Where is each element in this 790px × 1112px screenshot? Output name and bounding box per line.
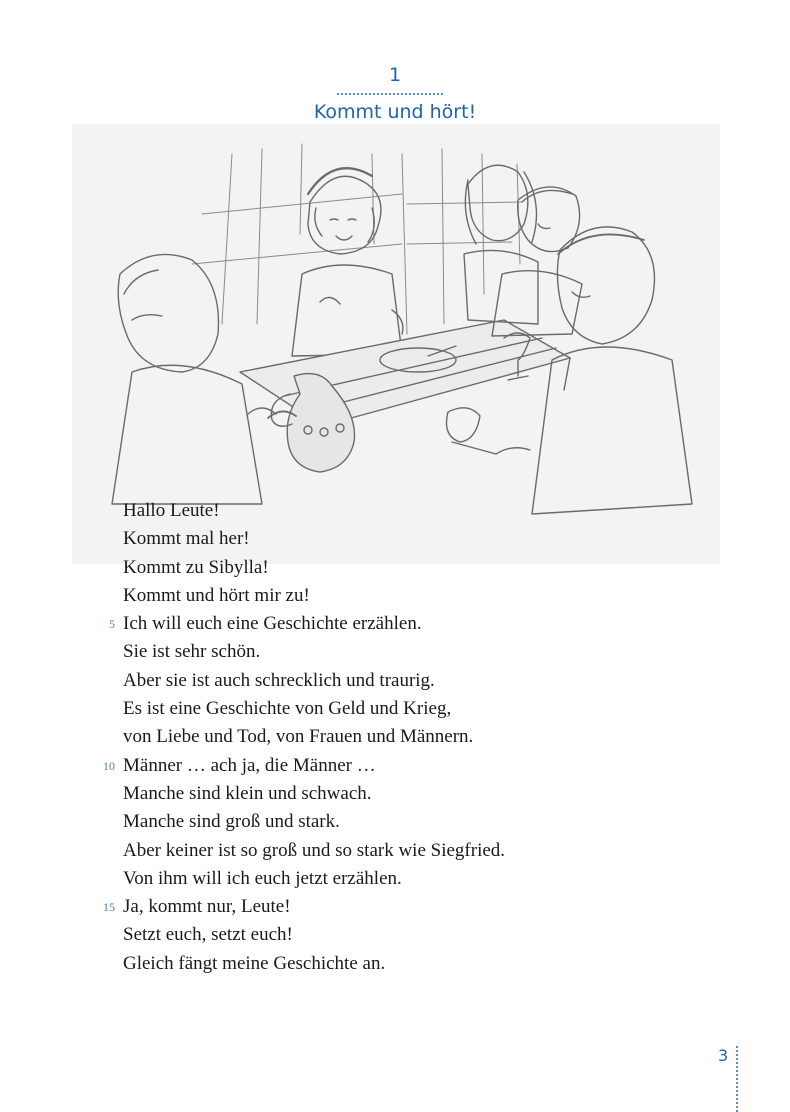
poem-line — [123, 582, 505, 610]
chapter-divider — [337, 93, 443, 95]
chapter-number: 1 — [388, 64, 402, 86]
page-margin-rule — [736, 1046, 738, 1112]
poem-line — [123, 525, 505, 553]
poem-line — [123, 780, 505, 808]
poem-line — [123, 723, 505, 751]
chapter-title: Kommt und hört! — [313, 101, 477, 123]
line-text: Kommt mal her! — [123, 528, 250, 550]
line-text: von Liebe und Tod, von Frauen und Männern. — [123, 726, 474, 748]
line-text: Setzt euch, setzt euch! — [123, 924, 293, 946]
line-text: Ja, kommt nur, Leute! — [123, 896, 291, 918]
poem-line — [103, 752, 505, 780]
poem-lines — [103, 497, 506, 978]
line-text: Manche sind groß und stark. — [123, 811, 340, 833]
poem-line — [123, 638, 505, 666]
line-number: 10 — [103, 758, 115, 773]
poem-line — [123, 865, 505, 893]
line-text: Gleich fängt meine Geschichte an. — [123, 952, 386, 974]
line-text: Kommt zu Sibylla! — [123, 556, 269, 578]
poem-line — [109, 610, 505, 638]
poem-line — [123, 950, 505, 978]
line-text: Männer … ach ja, die Männer … — [123, 754, 376, 776]
poem-line — [123, 837, 505, 865]
line-text: Es ist eine Geschichte von Geld und Krieg, — [123, 698, 452, 720]
line-text: Von ihm will ich euch jetzt erzählen. — [123, 867, 402, 889]
line-text: Aber keiner ist so groß und so stark wie Siegfried. — [123, 839, 506, 861]
poem-line — [123, 921, 505, 949]
poem-line — [123, 695, 505, 723]
line-number: 15 — [103, 900, 115, 915]
poem-line — [123, 497, 505, 525]
page-number: 3 — [718, 1046, 729, 1065]
line-number: 5 — [109, 617, 115, 632]
line-text: Aber sie ist auch schrecklich und traurig. — [123, 669, 435, 691]
poem-line — [123, 808, 505, 836]
line-text: Ich will euch eine Geschichte erzählen. — [123, 613, 422, 635]
line-text: Hallo Leute! — [123, 500, 220, 521]
poem-line — [123, 554, 505, 582]
line-text: Sie ist sehr schön. — [123, 641, 261, 663]
line-text: Kommt und hört mir zu! — [123, 584, 310, 606]
poem-line — [123, 667, 505, 695]
line-text: Manche sind klein und schwach. — [123, 782, 372, 804]
poem-line — [103, 893, 505, 921]
